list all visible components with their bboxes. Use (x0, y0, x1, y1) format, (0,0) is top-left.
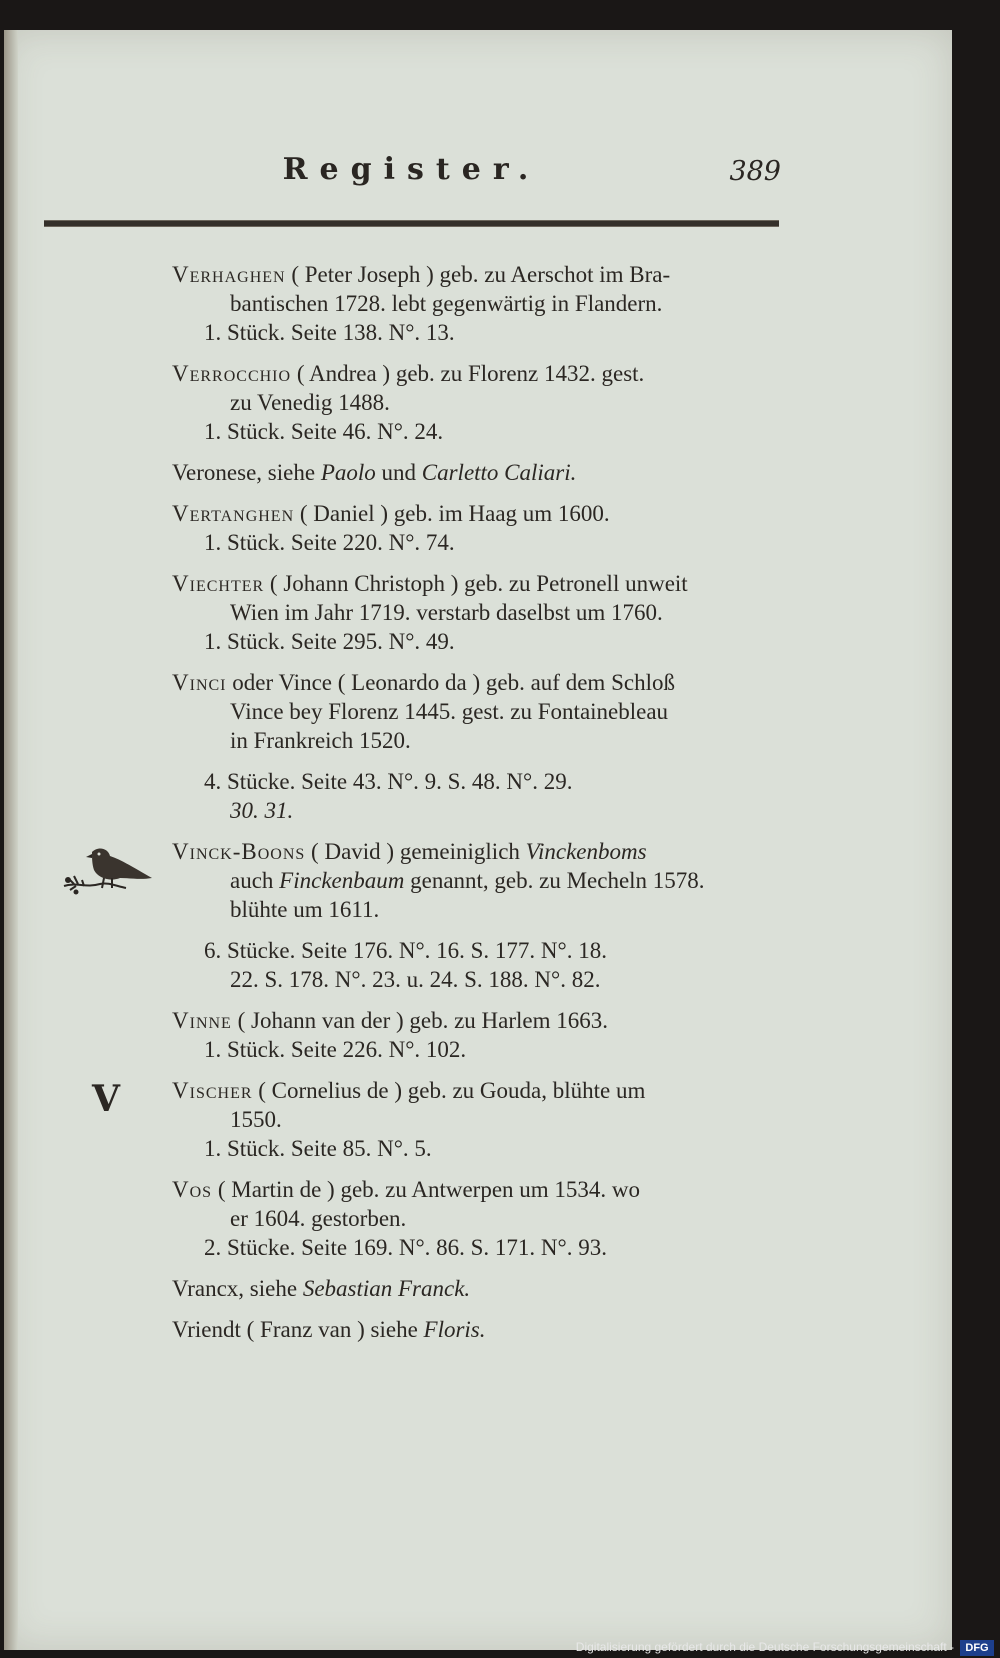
entry-name: Vinci (172, 670, 227, 695)
entry-crossref: Floris. (423, 1317, 486, 1342)
entry-text: Vriendt ( Franz van ) siehe (172, 1317, 424, 1342)
register-entry-verhaghen (172, 260, 792, 347)
entry-crossref: Carletto Caliari. (421, 460, 577, 485)
bird-ornament-icon (56, 842, 156, 904)
entry-text: bantischen 1728. lebt gegenwärtig in Flandern. (230, 291, 663, 316)
register-entry-vrancx (172, 1274, 792, 1303)
entry-reference: 1. Stück. Seite 85. N°. 5. (204, 1136, 432, 1161)
entry-crossref: Paolo (320, 460, 376, 485)
entry-text: ( David ) gemeiniglich (305, 839, 526, 864)
entry-reference: 6. Stücke. Seite 176. N°. 16. S. 177. N°. 18. (204, 938, 607, 963)
entry-alias: Vinckenboms (525, 839, 647, 864)
entry-text: Wien im Jahr 1719. verstarb daselbst um 1760. (230, 600, 663, 625)
register-list (172, 260, 792, 1356)
entry-text: Veronese, siehe (172, 460, 321, 485)
entry-reference: 1. Stück. Seite 220. N°. 74. (204, 530, 455, 555)
entry-name: Vinne (172, 1008, 232, 1033)
entry-name: Verrocchio (172, 361, 292, 386)
book-page (4, 30, 952, 1650)
page-number: 389 (729, 156, 781, 187)
book-spine-shadow (4, 30, 18, 1650)
register-entry-vischer (172, 1076, 792, 1163)
entry-name: Vos (172, 1177, 213, 1202)
entry-text: ( Andrea ) geb. zu Florenz 1432. gest. (291, 361, 645, 386)
entry-text: Vince bey Florenz 1445. gest. zu Fontainebleau (230, 699, 669, 724)
margin-mark: V (92, 1078, 120, 1120)
register-entry-veronese (172, 458, 792, 487)
entry-text: Vrancx, siehe (172, 1276, 303, 1301)
register-entry-vriendt (172, 1315, 792, 1344)
page-header (44, 138, 779, 198)
entry-text: zu Venedig 1488. (230, 390, 390, 415)
entry-name: Vertanghen (172, 501, 295, 526)
entry-name: Vinck-Boons (172, 839, 306, 864)
header-rule (44, 220, 779, 227)
entry-text: und (375, 460, 422, 485)
entry-text: ( Johann Christoph ) geb. zu Petronell unweit (264, 571, 688, 596)
entry-text: 1550. (230, 1107, 282, 1132)
register-entry-verrocchio (172, 359, 792, 446)
entry-text: ( Martin de ) geb. zu Antwerpen um 1534. wo (212, 1177, 641, 1202)
entry-text-line (172, 866, 792, 895)
entry-reference: 4. Stücke. Seite 43. N°. 9. S. 48. N°. 29. (204, 769, 573, 794)
entry-reference: 1. Stück. Seite 46. N°. 24. (204, 419, 444, 444)
entry-reference: 1. Stück. Seite 226. N°. 102. (204, 1037, 467, 1062)
entry-reference: 1. Stück. Seite 138. N°. 13. (204, 320, 455, 345)
entry-text: in Frankreich 1520. (230, 728, 411, 753)
entry-text: er 1604. gestorben. (230, 1206, 407, 1231)
page-title: Register. (282, 152, 541, 187)
entry-reference-cont: 22. S. 178. N°. 23. u. 24. S. 188. N°. 82. (230, 967, 601, 992)
entry-name: Viechter (172, 571, 265, 596)
entry-text: ( Cornelius de ) geb. zu Gouda, blühte um (252, 1078, 646, 1103)
entry-name: Verhaghen (172, 262, 286, 287)
register-entry-vinne (172, 1006, 792, 1064)
register-entry-viechter (172, 569, 792, 656)
register-entry-vertanghen (172, 499, 792, 557)
entry-text: genannt, geb. zu Mecheln 1578. (404, 868, 705, 893)
entry-name: Vischer (172, 1078, 253, 1103)
dfg-logo: DFG (960, 1640, 994, 1656)
entry-reference-cont: 30. 31. (230, 798, 294, 823)
entry-text: ( Daniel ) geb. im Haag um 1600. (294, 501, 610, 526)
entry-reference: 2. Stücke. Seite 169. N°. 86. S. 171. N°. 93. (204, 1235, 607, 1260)
entry-text: oder Vince ( Leonardo da ) geb. auf dem Schloß (226, 670, 675, 695)
entry-text: ( Peter Joseph ) geb. zu Aerschot im Bra- (285, 262, 671, 287)
entry-alias: Finckenbaum (279, 868, 405, 893)
register-entry-vos (172, 1175, 792, 1262)
register-entry-vinci (172, 668, 792, 825)
entry-text: blühte um 1611. (230, 897, 380, 922)
footer-credit: Digitalisierung gefördert durch die Deutsche Forschungsgemeinschaft - (575, 1640, 954, 1654)
entry-text: ( Johann van der ) geb. zu Harlem 1663. (231, 1008, 609, 1033)
entry-crossref: Sebastian Franck. (302, 1276, 471, 1301)
entry-text: auch (230, 868, 280, 893)
register-entry-vinck-boons (172, 837, 792, 994)
entry-reference: 1. Stück. Seite 295. N°. 49. (204, 629, 455, 654)
